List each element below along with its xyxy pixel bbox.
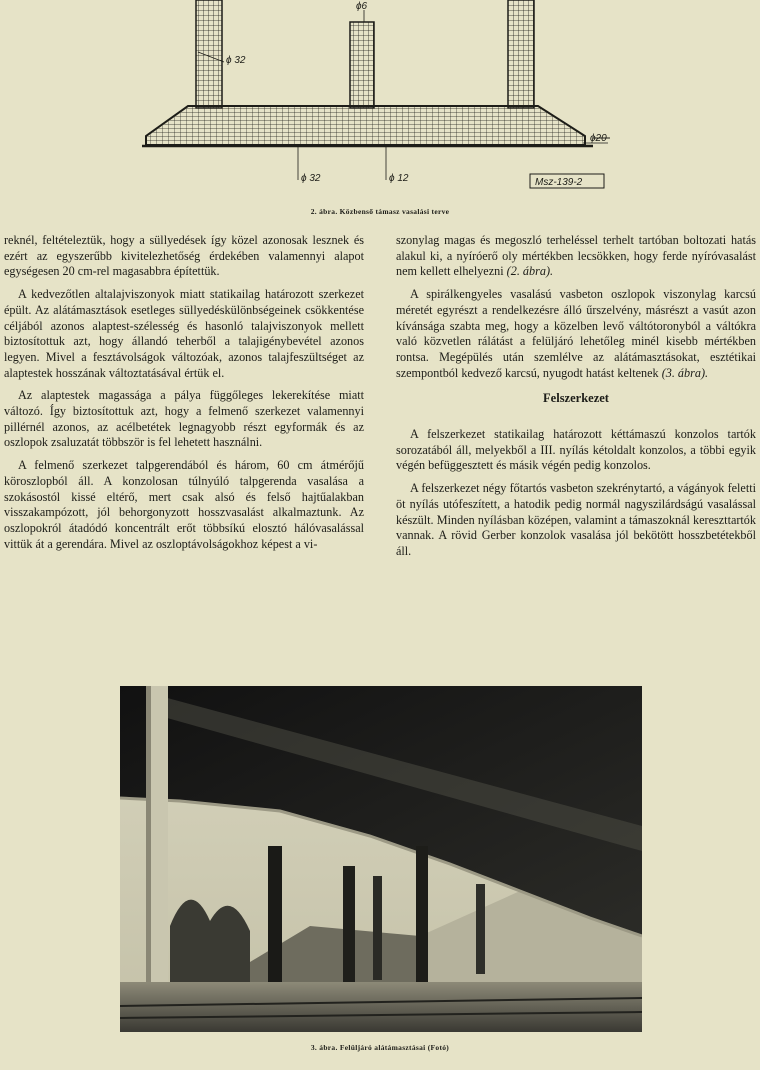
section-heading: Felszerkezet [543,391,609,406]
paragraph: A felszerkezet négy főtartós vasbeton szekrénytartó, a vágányok feletti öt nyílás utófeszített, a hatodik pedig normál nagyszilárdságú vasalással készült. Minden nyílásban középen, valamint a támaszoknál kereszttartók vannak. A rövid Gerber konzolok vasalása jól bekötött hosszbetétekből áll. [396,481,756,558]
paragraph: Az alaptestek magassága a pálya függőleges lekerekítése miatt változó. Így biztosítottuk azt, hogy a felmenő szerkezet valamennyi pillérnél azonos, az acélbetétek legnagyobb részt egyformák és az oszlopok zsaluzatát többször is fel lehetett használni. [4,388,364,450]
label-phi6: ϕ6 [356,1,368,12]
drawing-number: Msz-139-2 [535,177,583,188]
figure-2-caption: 2. ábra. Közbenső támasz vasalási terve [310,207,450,216]
label-phi32-top: ϕ 32 [226,55,246,66]
figure-3-caption: 3. ábra. Felüljáró alátámasztásai (Fotó) [310,1043,450,1052]
paragraph-text: szonylag magas és megoszló terheléssel terhelt tartóban boltozati hatás alakul ki, a nyíróerő oly mértékben lecsökken, hogy ferde nyíróvasalást nem kellett elhelyezni [396,233,756,279]
paragraph: A felmenő szerkezet talpgerendából és három, 60 cm átmérőjű köroszlopból áll. A konzolosan túlnyúló talpgerenda vasalása a szokásostól kissé eltérő, mert csak alsó és felső hajtűalakban visszakampózott, jól behorgonyzott hosszvasalást alkalmaztunk. Az oszlopokról átadódó koncentrált erőt többsíkú elosztó hálóvasalással vittük át a gerendára. Mivel az oszloptávolságokhoz képest a vi- [4,458,364,551]
figure-reference: (3. ábra). [661,365,709,380]
label-phi32-bottom: ϕ 32 [301,173,321,184]
column-right [508,0,534,108]
figure-2 [138,0,628,200]
paragraph-text: A spirálkengyeles vasalású vasbeton oszlopok viszonylag karcsú méretét egyrészt a rendelkezésre álló űrszelvény, másrészt a vasút azon kívánsága szabta meg, hogy a közelben levő váltótoronyból a váltókra való közvetlen rálátást a felüljáró lehetőleg minél kisebb mértékben rontsa. Megépülés után szemlélve az alátámasztásokat, esztétikai szempontból kedvező karcsú, nyugodt hatást keltenek [396,287,756,380]
label-phi12: ϕ 12 [389,173,409,184]
label-phi20: ϕ20 [590,133,607,144]
figure-3-photo [120,686,642,1032]
figure-reference: (2. ábra). [506,264,554,279]
paragraph: A felszerkezet statikailag határozott kéttámaszú konzolos tartók sorozatából áll, melyekből a III. nyílás kétoldalt konzolos, a többi egyik végén befüggesztett és másik végén pedig konzolos. [396,427,756,473]
paragraph [396,287,756,381]
column-left [196,0,222,108]
paragraph: reknél, feltételeztük, hogy a süllyedések így közel azonosak lesznek és ezért az egyszerűbb kivitelezhetőség érdekében valamennyi alapot egységesen 20 cm-rel magasabbra építettük. [4,233,364,279]
paragraph [396,233,756,280]
reinforcement-drawing [138,0,628,200]
left-column [4,233,364,559]
footing-beam [146,106,585,145]
right-column [396,233,756,567]
paragraph: A kedvezőtlen altalajviszonyok miatt statikailag határozott szerkezet épült. Az alátámasztások esetleges süllyedéskülönbségeinek csökkentése céljából azonos alaptest-szélesség és hasonló talajviszonyok mellett biztosítottuk azt, hogy állandó teherből a talajigénybevétel azonos legyen. Mivel a fesztávolságok változóak, azonos talajfeszültséget az alaptestek hosszának változtatásával értük el. [4,287,364,380]
column-middle [350,22,374,108]
overpass-photo [120,686,642,1032]
